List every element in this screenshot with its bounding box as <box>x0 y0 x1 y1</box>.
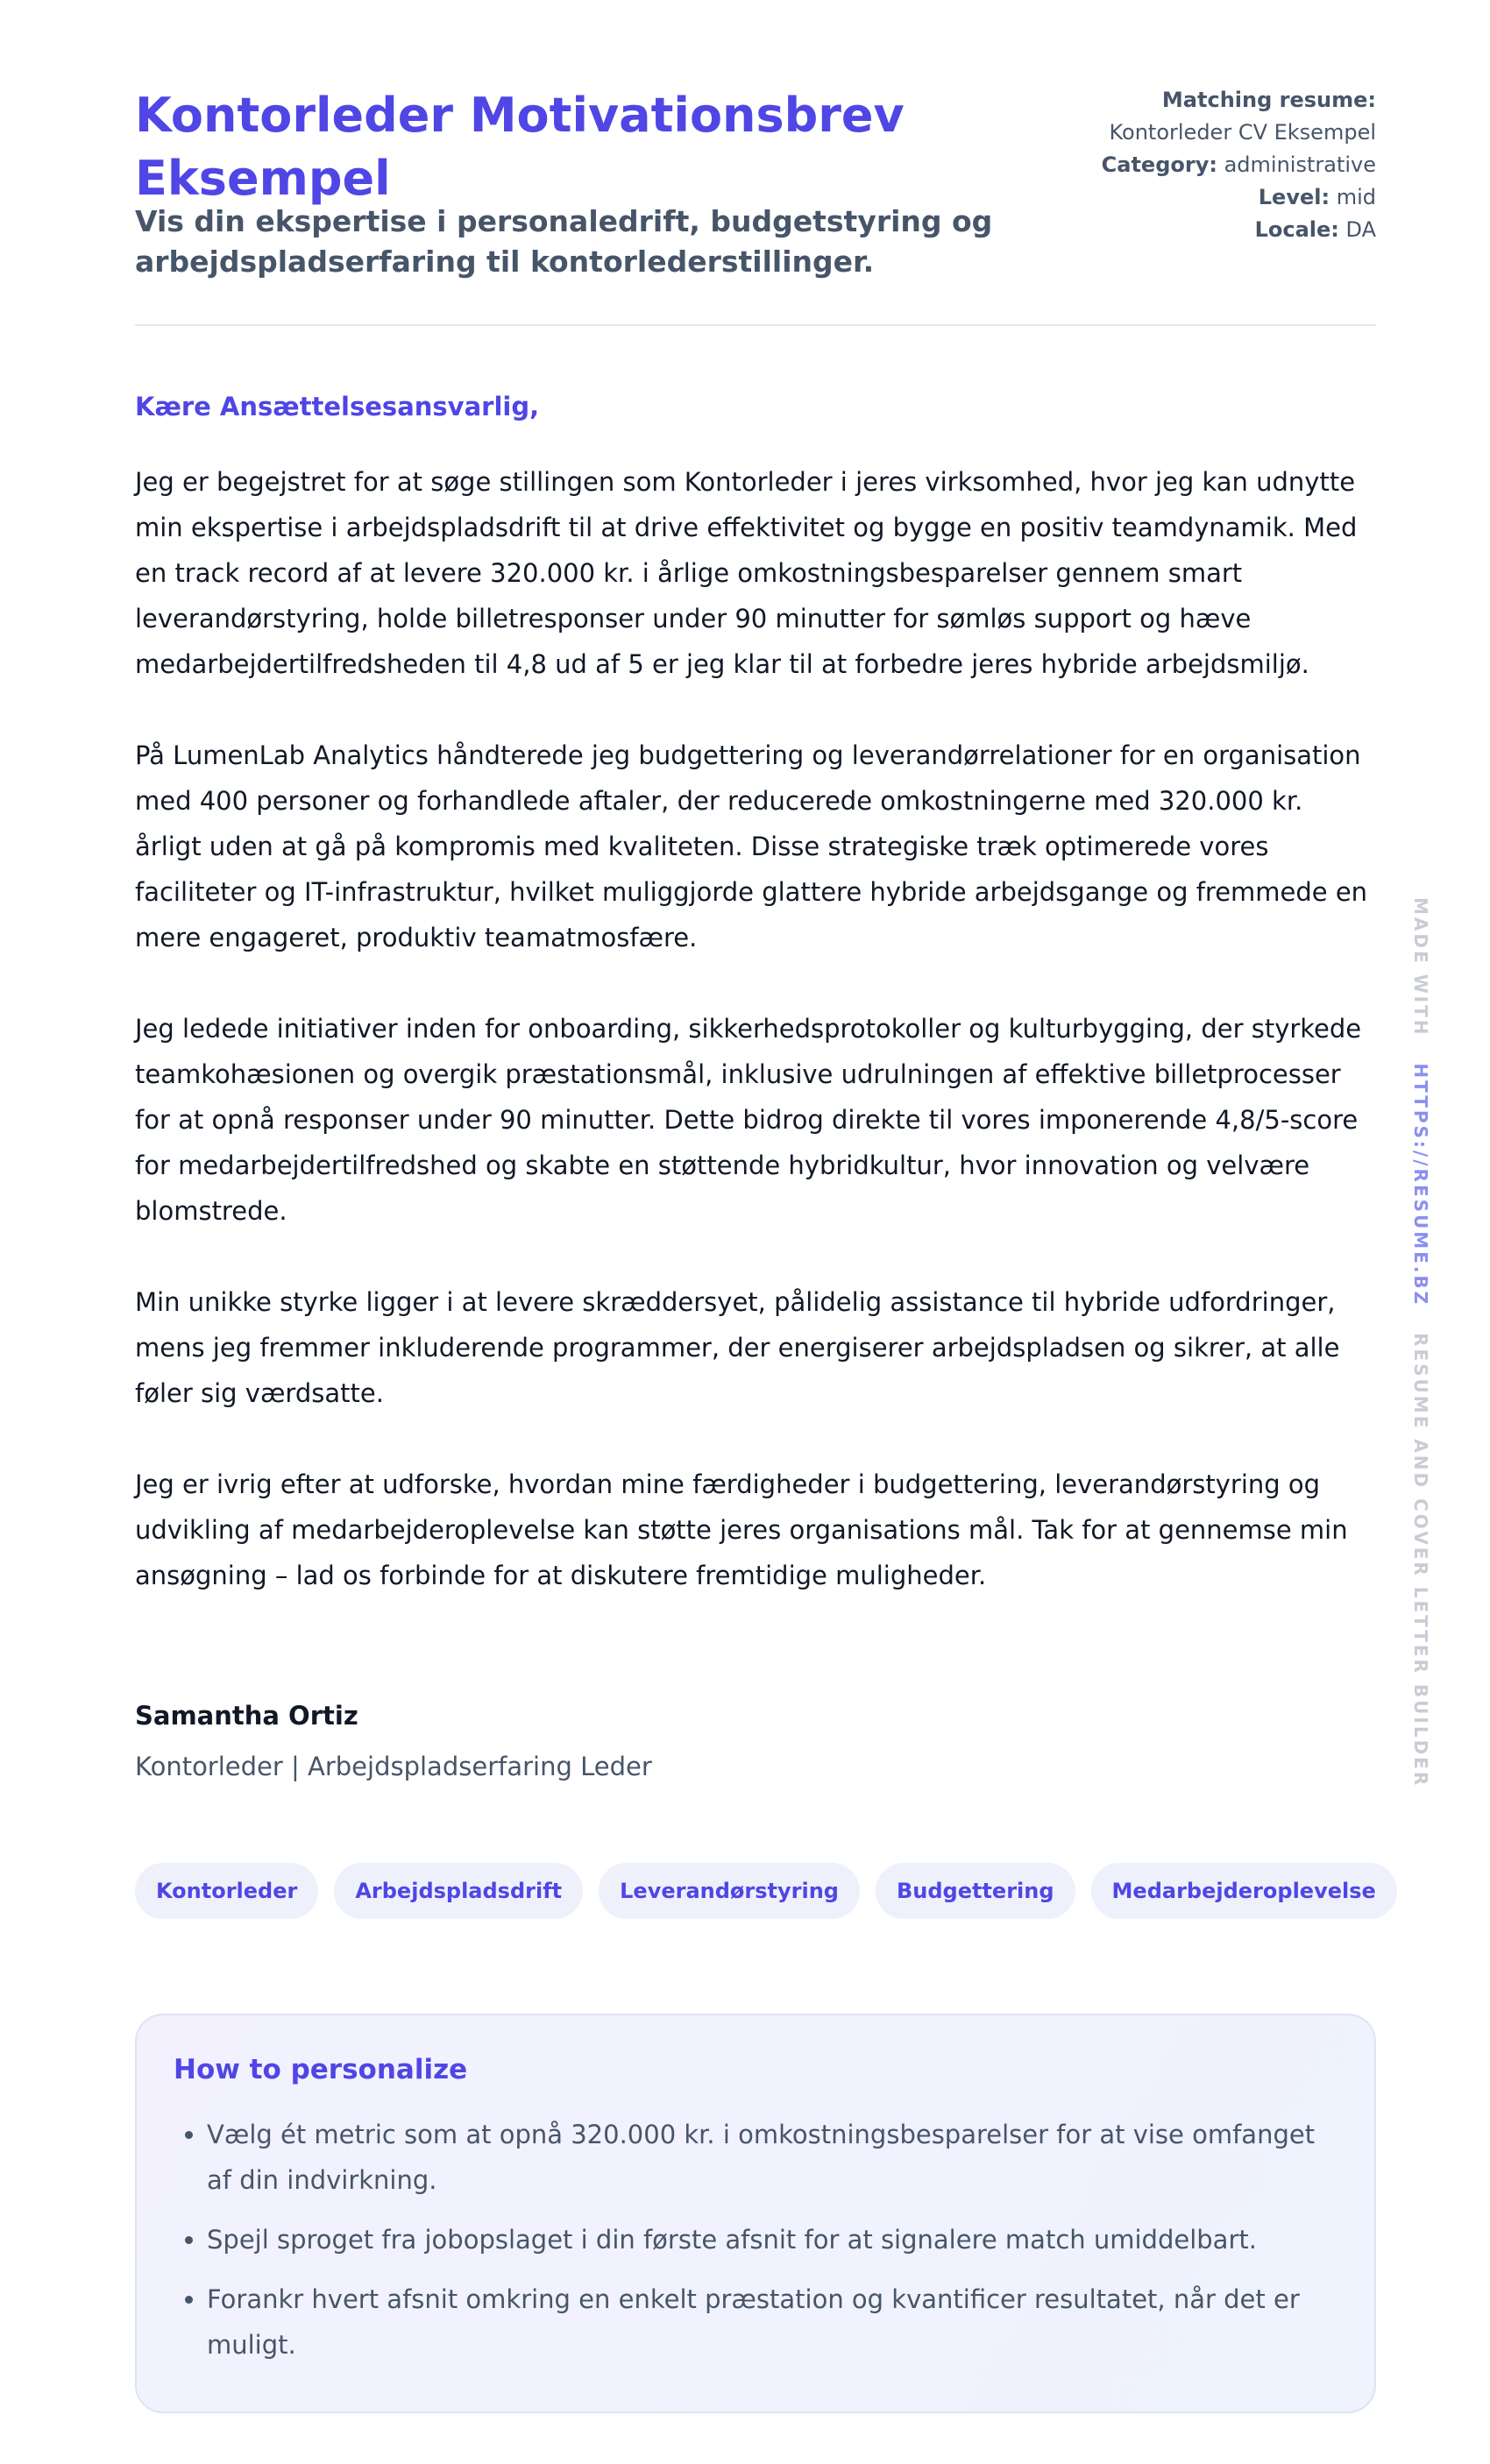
letter-paragraph: Min unikke styrke ligger i at levere skræddersyet, pålidelig assistance til hybride udfordringer, mens jeg fremmer inkluderende programmer, der energiserer arbejdspladsen og sikrer, at alle føler sig værdsatte. <box>135 1287 1340 1408</box>
letter-paragraph: Jeg er begejstret for at søge stillingen som Kontorleder i jeres virksomhed, hvor jeg kan udnytte min ekspertise i arbejdspladsdrift til at drive effektivitet og bygge en positiv teamdynamik. Med en track record af at levere 320.000 kr. i årlige omkostningsbesparelser gennem smart leverandørstyring, holde billetresponser under 90 minutter for sømløs support og hæve medarbejdertilfredsheden til 4,8 ud af 5 er jeg klar til at forbedre jeres hybride arbejdsmiljø. <box>135 467 1358 679</box>
letter-paragraph: På LumenLab Analytics håndterede jeg budgettering og leverandørrelationer for en organisation med 400 personer og forhandlede aftaler, der reducerede omkostningerne med 320.000 kr. årligt uden at gå på kompromis med kvaliteten. Disse strategiske træk optimerede vores faciliteter og IT-infrastruktur, hvilket muliggjorde glattere hybride arbejdsgange og fremmede en mere engageret, produktiv teamatmosfære. <box>135 740 1368 952</box>
meta-matching-resume-value: Kontorleder CV Eksempel <box>1109 120 1376 145</box>
meta-panel <box>1102 84 1376 246</box>
meta-category-label: Category: <box>1101 152 1217 177</box>
meta-locale <box>1102 214 1376 246</box>
tips-list <box>174 2112 1337 2368</box>
tag-arbejdspladsdrift: Arbejdspladsdrift <box>334 1863 583 1919</box>
letter-paragraph: Jeg ledede initiativer inden for onboarding, sikkerhedsprotokoller og kulturbygging, der styrkede teamkohæsionen og overgik præstationsmål, inklusive udrulningen af effektive billetprocesser for at opnå responser under 90 minutter. Dette bidrog direkte til vores imponerende 4,8/5-score for medarbejdertilfredshed og skabte en støttende hybridkultur, hvor innovation og velvære blomstrede. <box>135 1014 1362 1226</box>
tip-item: • Forankr hvert afsnit omkring en enkelt præstation og kvantificer resultatet, når det er muligt. <box>207 2276 1337 2368</box>
signature-block <box>135 1696 652 1786</box>
letter-body <box>135 459 1376 1644</box>
meta-level-value: mid <box>1336 185 1376 209</box>
credit-link[interactable]: HTTPS://RESUME.BZ <box>1410 1063 1431 1307</box>
page-subtitle: Vis din ekspertise i personaledrift, budgetstyring og arbejdspladserfaring til kontorlederstillinger. <box>135 204 993 279</box>
credit-prefix: MADE WITH <box>1410 897 1431 1037</box>
page-title: Kontorleder Motivationsbrev Eksempel <box>135 88 905 206</box>
made-with-credit <box>1408 897 1434 1788</box>
signature-name: Samantha Ortiz <box>135 1701 358 1731</box>
tag-leverandorstyring: Leverandørstyring <box>599 1863 860 1919</box>
meta-level-label: Level: <box>1258 185 1330 209</box>
tip-item: • Vælg ét metric som at opnå 320.000 kr. i omkostningsbesparelser for at vise omfanget af din indvirkning. <box>207 2112 1337 2203</box>
letter-paragraph: Jeg er ivrig efter at udforske, hvordan mine færdigheder i budgettering, leverandørstyring og udvikling af medarbejderoplevelse kan støtte jeres organisations mål. Tak for at gennemse min ansøgning – lad os forbinde for at diskutere fremtidige muligheder. <box>135 1469 1348 1590</box>
tag-budgettering: Budgettering <box>876 1863 1075 1919</box>
keyword-tags <box>135 1863 1397 1919</box>
tag-medarbejderoplevelse: Medarbejderoplevelse <box>1091 1863 1397 1919</box>
meta-level <box>1102 181 1376 214</box>
personalize-tips-box <box>135 2014 1376 2413</box>
credit-suffix: RESUME AND COVER LETTER BUILDER <box>1410 1333 1431 1788</box>
meta-locale-label: Locale: <box>1254 217 1339 242</box>
tag-kontorleder: Kontorleder <box>135 1863 318 1919</box>
tips-title: How to personalize <box>174 2054 468 2085</box>
signature-title: Kontorleder | Arbejdspladserfaring Leder <box>135 1752 652 1781</box>
page-header <box>135 0 1376 326</box>
cover-letter-page <box>135 0 1376 2360</box>
meta-category <box>1102 149 1376 181</box>
meta-locale-value: DA <box>1345 217 1376 242</box>
tip-item: • Spejl sproget fra jobopslaget i din første afsnit for at signalere match umiddelbart. <box>207 2217 1337 2262</box>
meta-matching-resume-label: Matching resume: <box>1161 88 1376 112</box>
meta-category-value: administrative <box>1224 152 1376 177</box>
letter-greeting: Kære Ansættelsesansvarlig, <box>135 392 540 421</box>
